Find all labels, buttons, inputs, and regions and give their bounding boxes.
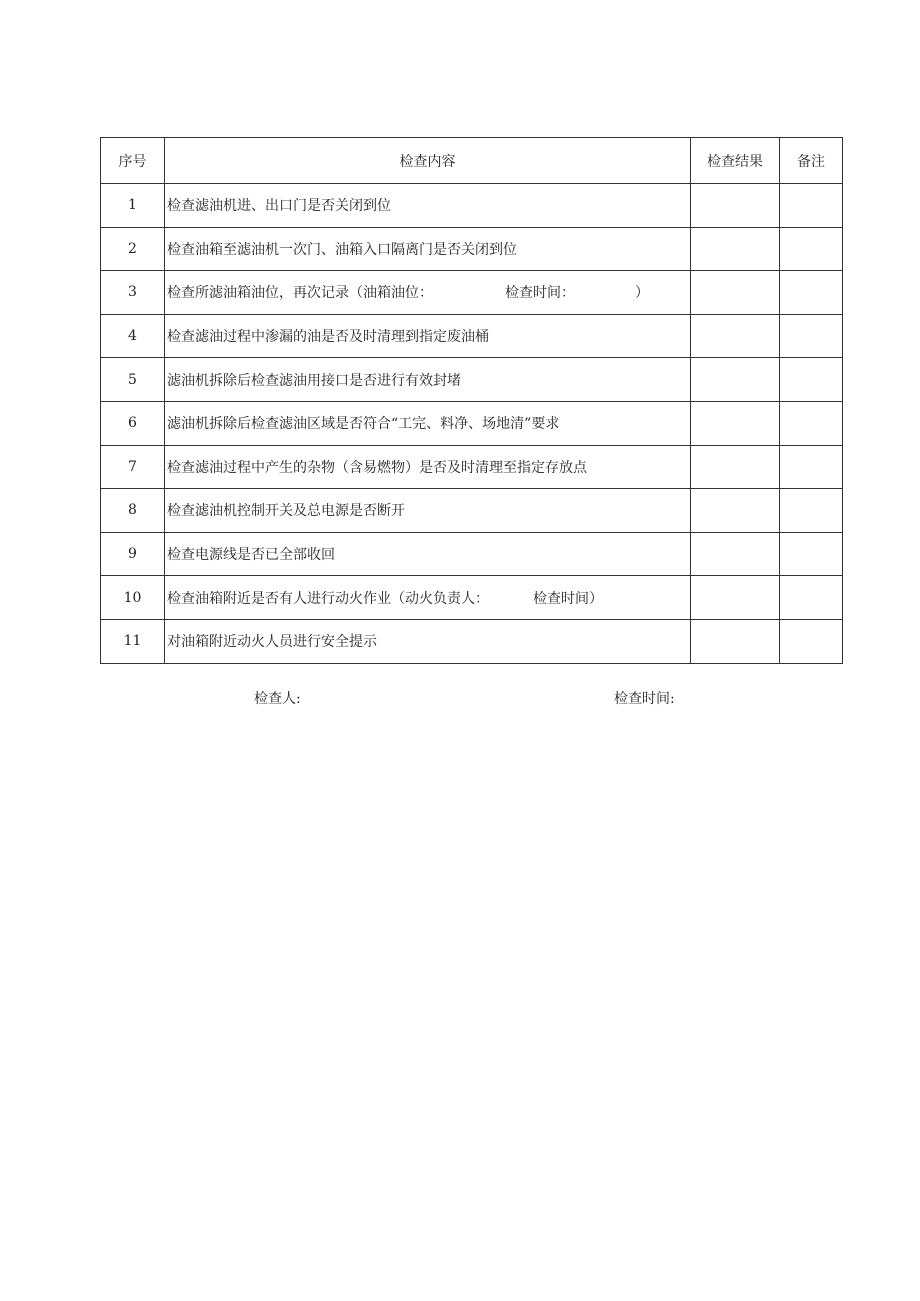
row-seq: 5: [101, 358, 165, 402]
header-seq: 序号: [101, 138, 165, 184]
row-note-cell: [780, 619, 843, 663]
table-row: [101, 445, 843, 489]
table-header-row: [101, 138, 843, 184]
inspection-checklist-table: [100, 137, 843, 664]
row-result-cell: [691, 227, 780, 271]
row-result-cell: [691, 401, 780, 445]
row-content-part-a: 检查所滤油箱油位，再次记录（油箱油位：: [167, 285, 433, 302]
row-result-cell: [691, 532, 780, 576]
row-content: 检查滤油过程中产生的杂物（含易燃物）是否及时清理至指定存放点: [165, 445, 691, 489]
table-row: [101, 314, 843, 358]
header-result: 检查结果: [691, 138, 780, 184]
row-result-cell: [691, 489, 780, 533]
row-note-cell: [780, 314, 843, 358]
row-content-part-c: ）: [635, 285, 649, 302]
row-content: 检查滤油过程中渗漏的油是否及时清理到指定废油桶: [165, 314, 691, 358]
header-note: 备注: [780, 138, 843, 184]
row-result-cell: [691, 445, 780, 489]
row-seq: 10: [101, 576, 165, 620]
table-row: [101, 184, 843, 228]
row-note-cell: [780, 184, 843, 228]
row-seq: 3: [101, 271, 165, 315]
row-note-cell: [780, 227, 843, 271]
table-row: [101, 401, 843, 445]
row-seq: 8: [101, 489, 165, 533]
row-content: 检查滤油机进、出口门是否关闭到位: [165, 184, 691, 228]
row-note-cell: [780, 489, 843, 533]
row-note-cell: [780, 576, 843, 620]
row-content: [165, 271, 691, 315]
table-row: [101, 271, 843, 315]
row-seq: 1: [101, 184, 165, 228]
table-row: [101, 576, 843, 620]
row-result-cell: [691, 184, 780, 228]
inspection-time-label: 检查时间:: [614, 691, 675, 707]
row-note-cell: [780, 532, 843, 576]
row-note-cell: [780, 358, 843, 402]
row-seq: 6: [101, 401, 165, 445]
row-content-part-a: 检查油箱附近是否有人进行动火作业（动火负责人：: [167, 590, 489, 607]
table-row: [101, 619, 843, 663]
row-seq: 2: [101, 227, 165, 271]
row-content: 滤油机拆除后检查滤油区域是否符合“工完、料净、场地清”要求: [165, 401, 691, 445]
row-seq: 11: [101, 619, 165, 663]
row-result-cell: [691, 619, 780, 663]
table-row: [101, 532, 843, 576]
row-note-cell: [780, 271, 843, 315]
table-row: [101, 227, 843, 271]
row-content: 检查电源线是否已全部收回: [165, 532, 691, 576]
row-content: [165, 576, 691, 620]
header-content: 检查内容: [165, 138, 691, 184]
row-seq: 9: [101, 532, 165, 576]
row-note-cell: [780, 401, 843, 445]
row-content-part-b: 检查时间）: [533, 590, 603, 607]
row-content: 滤油机拆除后检查滤油用接口是否进行有效封堵: [165, 358, 691, 402]
row-content: 检查油箱至滤油机一次门、油箱入口隔离门是否关闭到位: [165, 227, 691, 271]
row-result-cell: [691, 271, 780, 315]
table-row: [101, 358, 843, 402]
row-content: 检查滤油机控制开关及总电源是否断开: [165, 489, 691, 533]
row-note-cell: [780, 445, 843, 489]
row-seq: 7: [101, 445, 165, 489]
row-result-cell: [691, 576, 780, 620]
row-content: 对油箱附近动火人员进行安全提示: [165, 619, 691, 663]
table-row: [101, 489, 843, 533]
row-result-cell: [691, 314, 780, 358]
row-seq: 4: [101, 314, 165, 358]
row-result-cell: [691, 358, 780, 402]
inspector-label: 检查人:: [254, 691, 301, 707]
row-content-part-b: 检查时间：: [505, 285, 575, 302]
